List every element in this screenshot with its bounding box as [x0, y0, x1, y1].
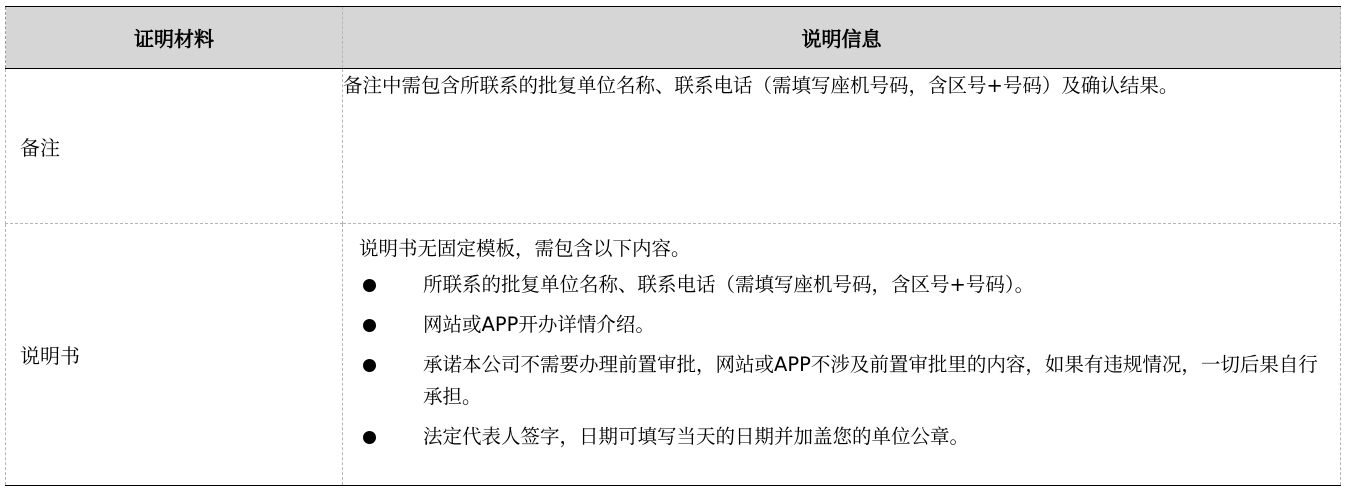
remark-description: 备注中需包含所联系的批复单位名称、联系电话（需填写座机号码，含区号+号码）及确认结果。 — [343, 69, 1341, 224]
materials-table — [5, 6, 1341, 486]
row-label-remark: 备注 — [6, 69, 343, 224]
list-item — [359, 421, 1330, 453]
header-proof-materials: 证明材料 — [6, 7, 343, 69]
bullet-text: 法定代表人签字，日期可填写当天的日期并加盖您的单位公章。 — [423, 425, 970, 448]
bullet-text: 承诺本公司不需要办理前置审批，网站或APP不涉及前置审批里的内容，如果有违规情况，一切后果自行承担。 — [423, 353, 1318, 408]
bullet-dot-icon — [363, 319, 376, 332]
table-header-row — [6, 7, 1341, 69]
bullet-text: 所联系的批复单位名称、联系电话（需填写座机号码，含区号+号码）。 — [423, 273, 1035, 296]
bullet-dot-icon — [363, 359, 376, 372]
manual-description — [343, 224, 1341, 486]
table-row — [6, 224, 1341, 486]
row-label-manual: 说明书 — [6, 224, 343, 486]
table-row — [6, 69, 1341, 224]
list-item — [359, 269, 1330, 301]
list-item — [359, 349, 1330, 413]
header-description: 说明信息 — [343, 7, 1341, 69]
manual-bullet-list — [359, 269, 1330, 453]
bullet-dot-icon — [363, 279, 376, 292]
manual-intro: 说明书无固定模板，需包含以下内容。 — [359, 237, 691, 260]
bullet-dot-icon — [363, 431, 376, 444]
list-item — [359, 309, 1330, 341]
bullet-text: 网站或APP开办详情介绍。 — [423, 313, 655, 336]
